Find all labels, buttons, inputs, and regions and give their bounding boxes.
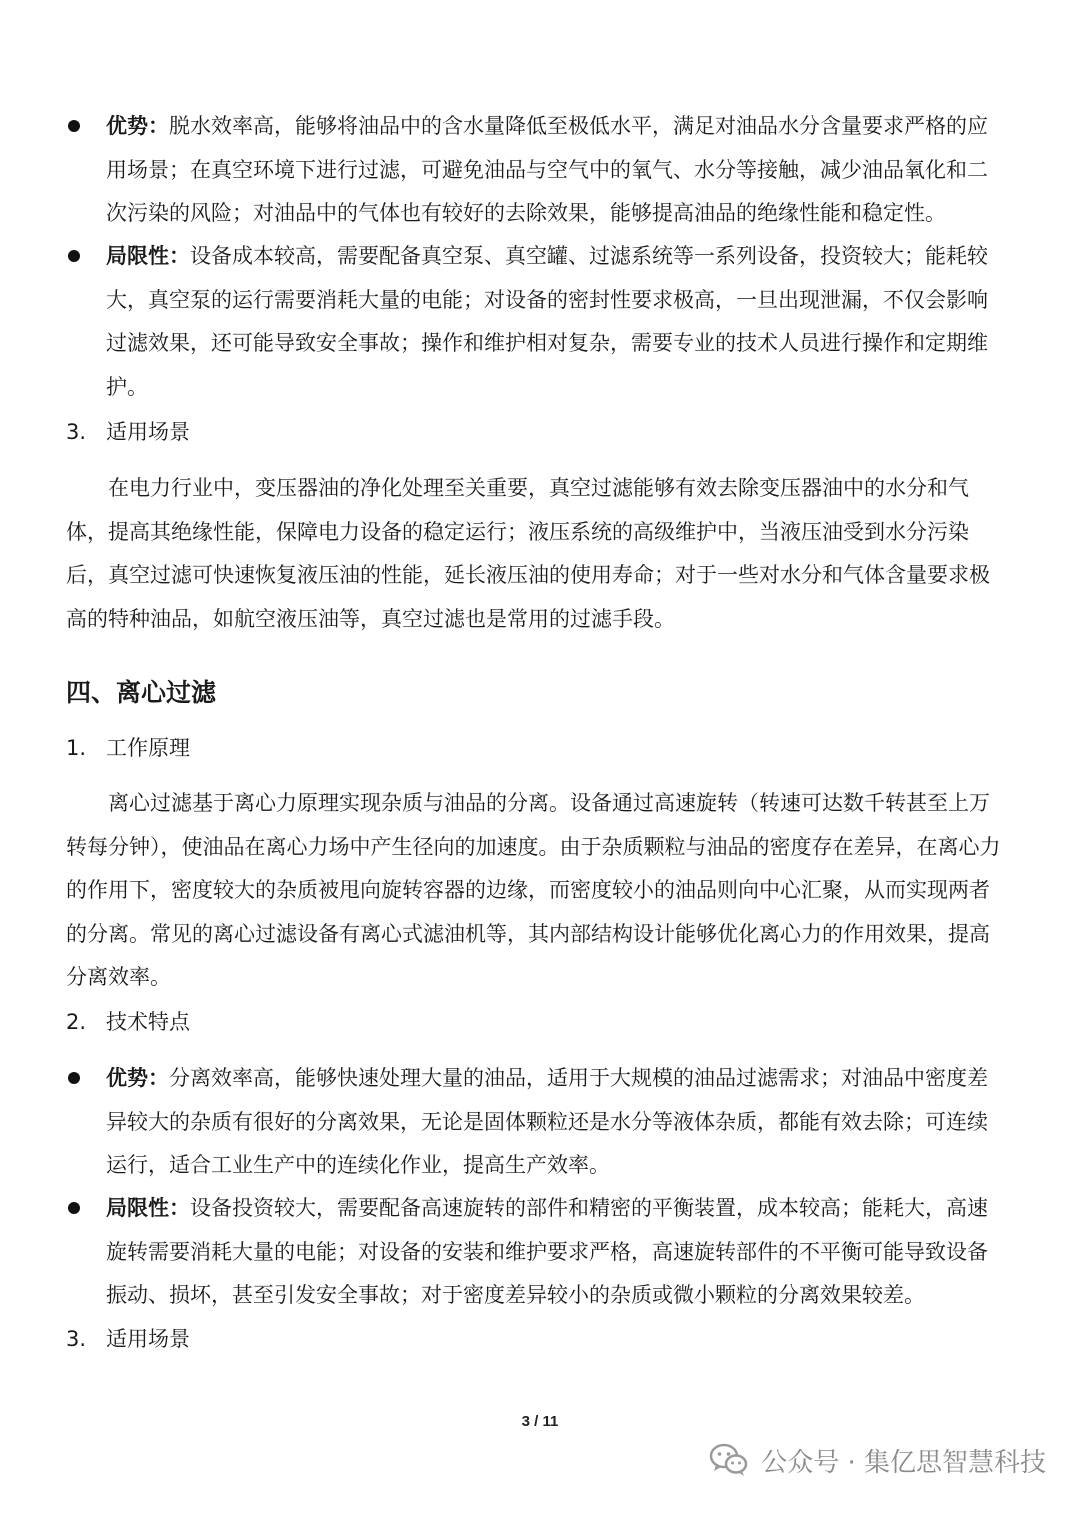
item-number: 2. xyxy=(66,1010,87,1034)
numbered-item-features xyxy=(66,1001,190,1045)
bullet-label: 局限性： xyxy=(106,1196,190,1220)
item-text: 技术特点 xyxy=(106,1010,190,1034)
paragraph-centrifugal-principle: 离心过滤基于离心力原理实现杂质与油品的分离。设备通过高速旋转（转速可达数千转甚至上万转每分钟），使油品在离心力场中产生径向的加速度。由于杂质颗粒与油品的密度存在差异，在离心力的作用下，密度较大的杂质被甩向旋转容器的边缘，而密度较小的油品则向中心汇聚，从而实现两者的分离。常见的离心过滤设备有离心式滤油机等，其内部结构设计能够优化离心力的作用效果，提高分离效率。 xyxy=(66,791,1001,989)
bullet-text: 设备成本较高，需要配备真空泵、真空罐、过滤系统等一系列设备，投资较大；能耗较大，真空泵的运行需要消耗大量的电能；对设备的密封性要求极高，一旦出现泄漏，不仅会影响过滤效果，还可能导致安全事故；操作和维护相对复杂，需要专业的技术人员进行操作和定期维护。 xyxy=(106,244,988,399)
numbered-item-scenarios xyxy=(66,411,190,455)
bullet-dot xyxy=(68,1072,80,1084)
bullet-dot xyxy=(68,250,80,262)
bullet-label: 局限性： xyxy=(106,244,190,268)
numbered-item-principle xyxy=(66,727,190,771)
bullet-text: 设备投资较大，需要配备高速旋转的部件和精密的平衡装置，成本较高；能耗大，高速旋转需要消耗大量的电能；对设备的安装和维护要求严格，高速旋转部件的不平衡可能导致设备振动、损坏，甚至引发安全事故；对于密度差异较小的杂质或微小颗粒的分离效果较差。 xyxy=(106,1196,988,1307)
item-text: 工作原理 xyxy=(106,736,190,760)
bullet-limitation-centrifugal xyxy=(66,1187,1006,1318)
bullet-advantage-centrifugal xyxy=(66,1057,1006,1188)
bullet-dot xyxy=(68,120,80,132)
watermark xyxy=(709,1430,1046,1490)
bullet-label: 优势： xyxy=(106,1066,169,1090)
item-text: 适用场景 xyxy=(106,420,190,444)
numbered-item-scenarios-2 xyxy=(66,1318,190,1362)
bullet-dot xyxy=(68,1202,80,1214)
bullet-label: 优势： xyxy=(106,114,169,138)
bullet-advantage-vacuum xyxy=(66,105,1006,236)
wechat-icon xyxy=(709,1442,749,1478)
item-number: 3. xyxy=(66,420,87,444)
item-number: 1. xyxy=(66,736,87,760)
item-text: 适用场景 xyxy=(106,1327,190,1351)
bullet-limitation-vacuum xyxy=(66,235,1006,409)
page-number: 3 / 11 xyxy=(521,1413,559,1430)
bullet-text: 脱水效率高，能够将油品中的含水量降低至极低水平，满足对油品水分含量要求严格的应用场景；在真空环境下进行过滤，可避免油品与空气中的氧气、水分等接触，减少油品氧化和二次污染的风险；对油品中的气体也有较好的去除效果，能够提高油品的绝缘性能和稳定性。 xyxy=(106,114,988,225)
watermark-text: 公众号 · 集亿思智慧科技 xyxy=(761,1447,1046,1478)
paragraph-vacuum-scenarios: 在电力行业中，变压器油的净化处理至关重要，真空过滤能够有效去除变压器油中的水分和气体，提高其绝缘性能，保障电力设备的稳定运行；液压系统的高级维护中，当液压油受到水分污染后，真空过滤可快速恢复液压油的性能，延长液压油的使用寿命；对于一些对水分和气体含量要求极高的特种油品，如航空液压油等，真空过滤也是常用的过滤手段。 xyxy=(66,476,990,631)
section-heading: 四、离心过滤 xyxy=(66,678,217,707)
bullet-text: 分离效率高，能够快速处理大量的油品，适用于大规模的油品过滤需求；对油品中密度差异较大的杂质有很好的分离效果，无论是固体颗粒还是水分等液体杂质，都能有效去除；可连续运行，适合工业生产中的连续化作业，提高生产效率。 xyxy=(106,1066,988,1177)
item-number: 3. xyxy=(66,1327,87,1351)
